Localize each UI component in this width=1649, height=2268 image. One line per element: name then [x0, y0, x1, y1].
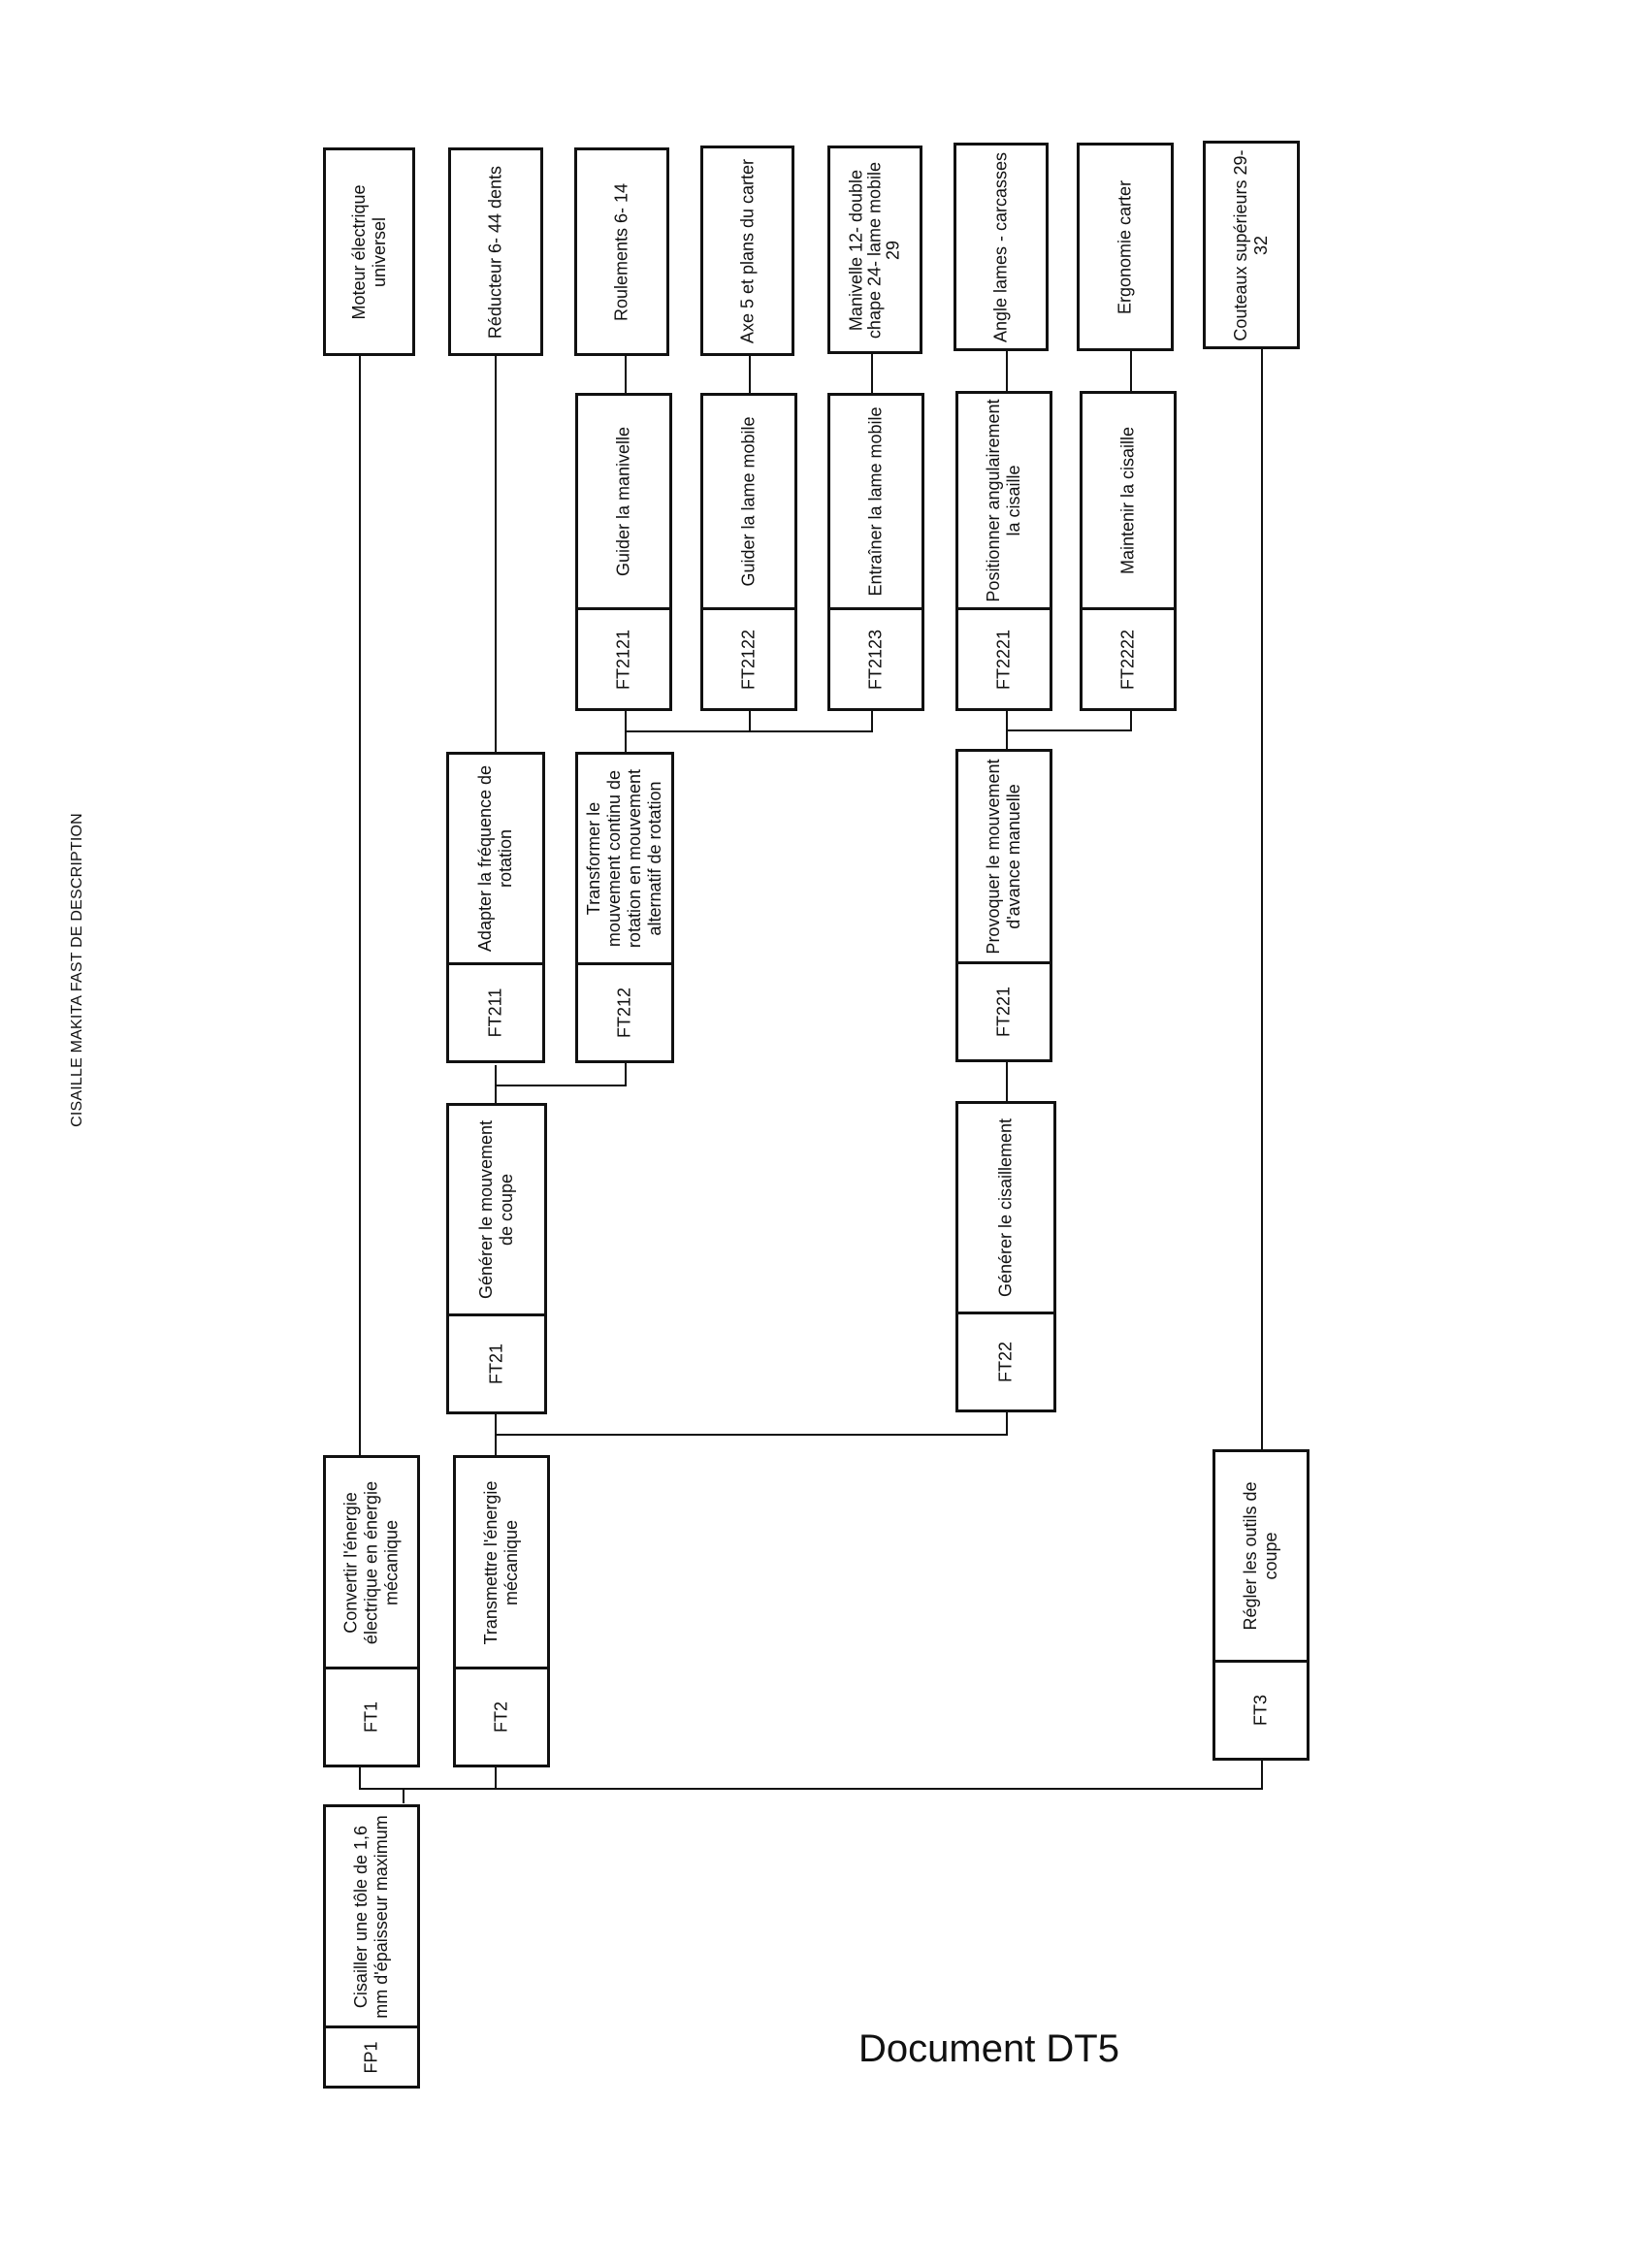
solution-box: [448, 147, 543, 356]
connector: [749, 354, 751, 393]
solution-box: [700, 146, 794, 356]
connector: [871, 354, 873, 393]
connector: [1006, 1411, 1008, 1436]
function-box-ft1: [323, 1455, 420, 1767]
connector: [625, 1062, 627, 1086]
solution-label: Ergonomie carter: [1115, 179, 1135, 314]
document-label: Document DT5: [858, 2027, 1119, 2070]
solution-label: Réducteur 6- 44 dents: [485, 165, 505, 339]
function-code: FT2222: [1117, 629, 1138, 690]
connector: [1006, 351, 1008, 394]
function-code: FT2221: [993, 629, 1014, 690]
connector: [1261, 1761, 1263, 1790]
function-label: Cisailler une tôle de 1,6 mm d'épaisseur maximum: [351, 1814, 391, 2019]
function-code: FT2123: [865, 629, 886, 690]
connector: [625, 354, 627, 393]
connector: [1006, 710, 1008, 731]
function-box-ft21: [446, 1103, 547, 1414]
function-label: Générer le mouvement de coupe: [476, 1119, 516, 1300]
function-box-ft221: [955, 749, 1052, 1062]
function-label: Transformer le mouvement continu de rotation en mouvement alternatif de rotation: [584, 768, 664, 949]
connector: [1006, 1061, 1008, 1105]
connector: [1130, 710, 1132, 731]
connector: [495, 1085, 627, 1086]
function-label: Transmettre l'énergie mécanique: [481, 1480, 521, 1644]
solution-box: [1077, 143, 1174, 351]
function-box-ft2222: [1080, 391, 1177, 711]
function-box-ft2123: [827, 393, 924, 711]
function-code: FT2122: [738, 629, 759, 690]
function-code: FT1: [361, 1701, 381, 1733]
solution-box: [827, 146, 922, 354]
connector: [495, 1434, 1008, 1436]
solution-label: Manivelle 12- double chape 24- lame mobile 29: [846, 161, 903, 339]
diagram-title: CISAILLE MAKITA FAST DE DESCRIPTION: [69, 813, 85, 1127]
connector: [1261, 349, 1263, 1452]
function-code: FP1: [361, 2041, 381, 2074]
connector: [495, 354, 497, 752]
function-box-ft2221: [955, 391, 1052, 711]
function-box-ft3: [1212, 1449, 1310, 1761]
connector: [749, 711, 751, 732]
solution-label: Roulements 6- 14: [611, 182, 631, 321]
connector: [871, 711, 873, 732]
function-label: Adapter la fréquence de rotation: [475, 764, 515, 953]
solution-box: [954, 143, 1049, 351]
function-box-ft22: [955, 1101, 1056, 1412]
function-label: Régler les outils de coupe: [1241, 1481, 1280, 1631]
function-label: Guider la manivelle: [613, 426, 633, 577]
solution-box: [1203, 141, 1300, 349]
function-label: Guider la lame mobile: [738, 416, 759, 587]
solution-label: Couteaux supérieurs 29- 32: [1231, 148, 1271, 341]
connector: [359, 354, 361, 1456]
function-label: Entraîner la lame mobile: [865, 406, 886, 597]
function-box-ft211: [446, 752, 545, 1063]
function-code: FT22: [995, 1342, 1016, 1383]
function-label: Convertir l'énergie électrique en énergie mécanique: [340, 1480, 402, 1644]
function-box-ft2122: [700, 393, 797, 711]
function-box-ft2: [453, 1455, 550, 1767]
function-code: FT212: [614, 987, 634, 1039]
connector: [1006, 729, 1132, 731]
solution-box: [574, 147, 669, 356]
connector: [403, 1788, 404, 1803]
connector: [625, 711, 627, 732]
function-label: Générer le cisaillement: [995, 1118, 1016, 1298]
function-box-ft212: [575, 752, 674, 1063]
function-code: FT221: [993, 986, 1014, 1038]
function-label: Provoquer le mouvement d'avance manuelle: [984, 759, 1023, 955]
solution-box: [323, 147, 415, 356]
function-code: FT2: [491, 1701, 511, 1733]
solution-label: Axe 5 et plans du carter: [737, 158, 757, 343]
connector: [1130, 351, 1132, 394]
function-code: FT3: [1250, 1695, 1271, 1727]
solution-label: Angle lames - carcasses: [990, 151, 1011, 342]
function-box-fp1: [323, 1804, 420, 2089]
function-box-ft2121: [575, 393, 672, 711]
function-label: Positionner angulairement la cisaille: [984, 399, 1023, 602]
function-label: Maintenir la cisaille: [1117, 426, 1138, 575]
function-code: FT21: [486, 1344, 506, 1385]
connector: [359, 1767, 361, 1790]
function-code: FT2121: [613, 629, 633, 690]
solution-label: Moteur électrique universel: [348, 183, 389, 320]
function-code: FT211: [485, 988, 505, 1038]
connector: [495, 1766, 497, 1790]
